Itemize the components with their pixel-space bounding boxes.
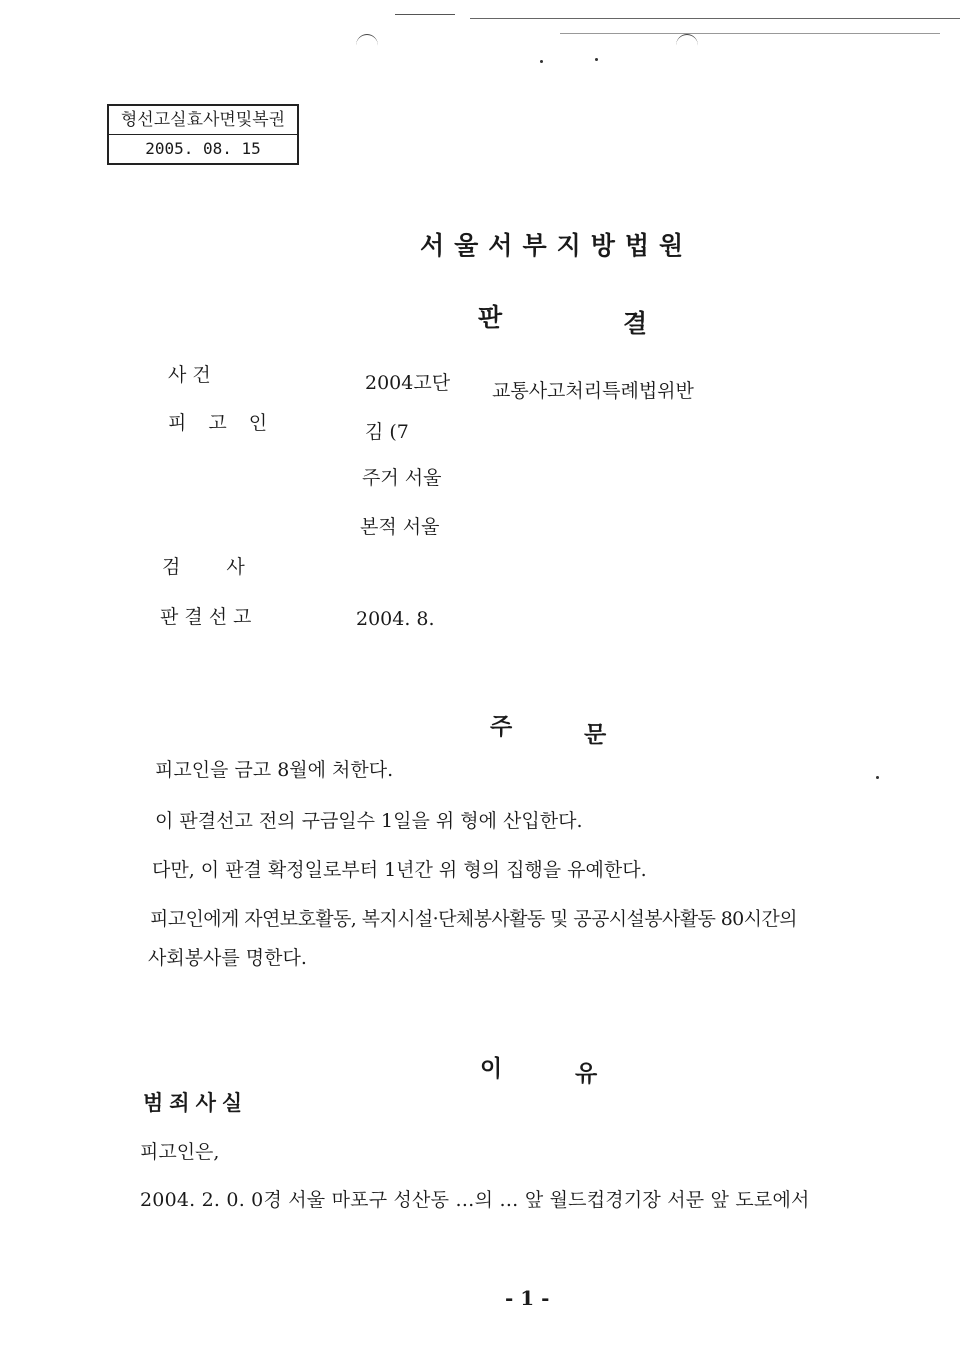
case-number: 2004고단 bbox=[365, 372, 451, 394]
case-label bbox=[168, 360, 278, 387]
defendant-name: 김 (7 bbox=[365, 421, 409, 443]
defendant-label: 피 고 인 bbox=[168, 412, 276, 434]
court-name: 서울서부지방법원 bbox=[420, 231, 694, 260]
order-heading-left: 주 bbox=[490, 714, 513, 740]
order-line: 사회봉사를 명한다. bbox=[148, 947, 307, 969]
scan-speck bbox=[876, 776, 879, 779]
defendant-registered-domicile: 본적 서울 bbox=[360, 516, 440, 538]
reason-heading-left: 이 bbox=[480, 1056, 503, 1082]
page-number: - 1 - bbox=[505, 1286, 550, 1310]
defendant-intro: 피고인은, bbox=[140, 1141, 220, 1163]
reason-heading-right: 유 bbox=[575, 1061, 598, 1087]
punch-hole-mark bbox=[676, 34, 698, 57]
scan-artifact-line bbox=[470, 18, 960, 19]
scan-artifact-line bbox=[560, 33, 940, 34]
document-title-left: 판 bbox=[478, 303, 503, 332]
first-fact-line: 2004. 2. 0. 0경 서울 마포구 성산동 …의 … 앞 월드컵경기장 서문 앞 도로에서 bbox=[140, 1189, 810, 1211]
verdict-date-label: 판결선고 bbox=[160, 606, 258, 628]
verdict-date: 2004. 8. bbox=[356, 608, 435, 630]
order-line: 피고인에게 자연보호활동, 복지시설·단체봉사활동 및 공공시설봉사활동 80시간의 bbox=[150, 908, 797, 930]
order-heading-right: 문 bbox=[584, 722, 607, 748]
crime-facts-heading: 범죄사실 bbox=[143, 1091, 249, 1115]
defendant-residence: 주거 서울 bbox=[362, 467, 442, 489]
prosecutor-label: 검 사 bbox=[162, 556, 265, 578]
punch-hole-mark bbox=[356, 34, 378, 57]
scan-artifact-line bbox=[395, 14, 455, 15]
stamp-title: 형선고실효사면및복권 bbox=[109, 106, 297, 135]
scan-speck bbox=[540, 60, 543, 63]
case-label-text: 사 건 bbox=[168, 364, 211, 386]
case-name: 교통사고처리특례법위반 bbox=[492, 380, 694, 402]
order-line: 이 판결선고 전의 구금일수 1일을 위 형에 산입한다. bbox=[155, 810, 583, 832]
order-line: 다만, 이 판결 확정일로부터 1년간 위 형의 집행을 유예한다. bbox=[152, 859, 647, 881]
pardon-stamp bbox=[107, 104, 299, 165]
stamp-date: 2005. 08. 15 bbox=[145, 139, 261, 158]
scan-speck bbox=[595, 58, 598, 61]
order-line: 피고인을 금고 8월에 처한다. bbox=[155, 759, 394, 781]
document-title-right: 결 bbox=[623, 309, 648, 338]
